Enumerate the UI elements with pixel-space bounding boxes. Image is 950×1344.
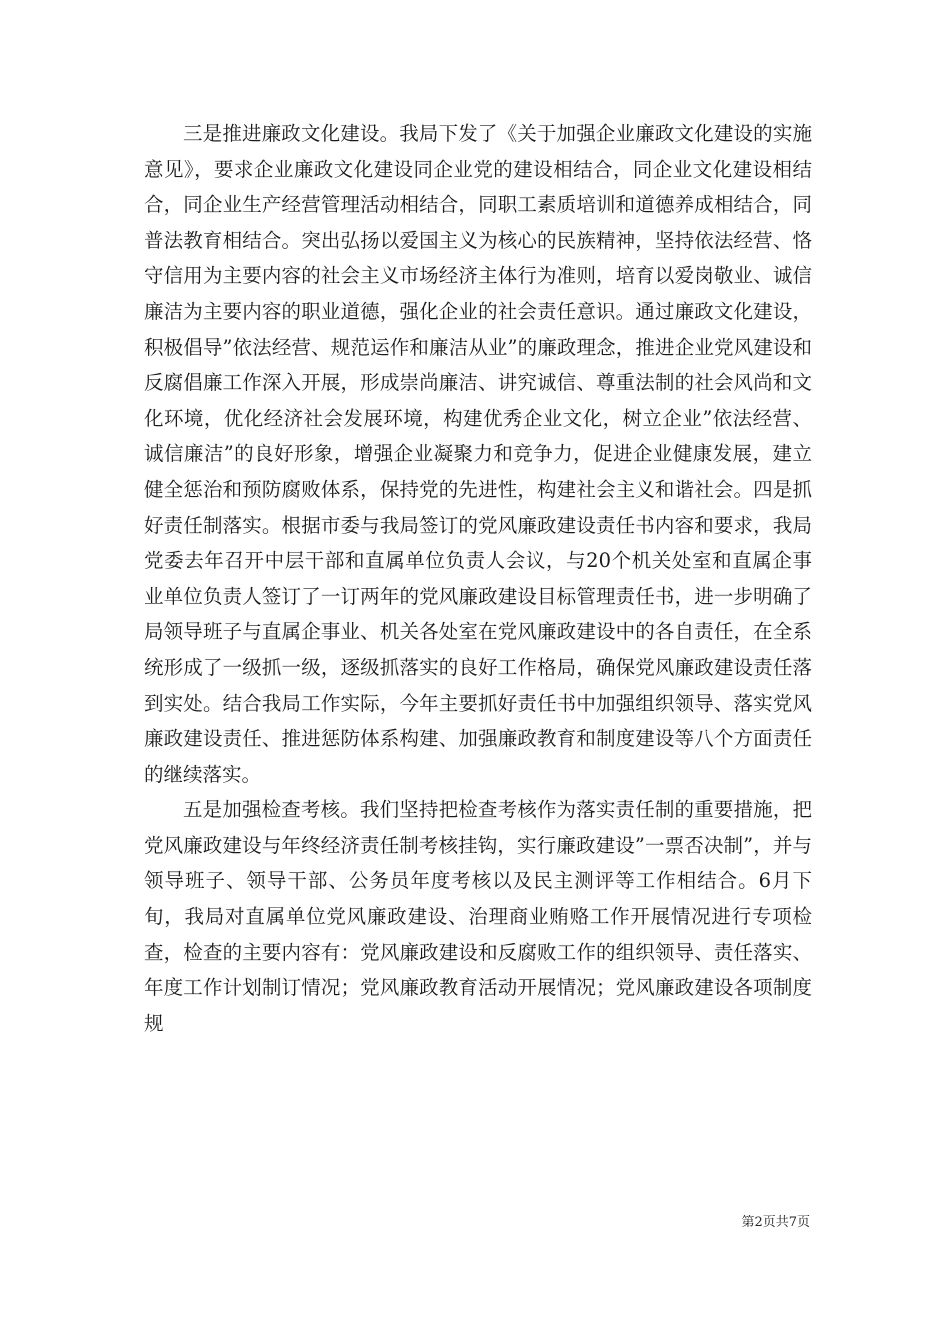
paragraph-1: 三是推进廉政文化建设。我局下发了《关于加强企业廉政文化建设的实施意见》，要求企业廉政文化建设同企业党的建设相结合，同企业文化建设相结合，同企业生产经营管理活动相结合，同职工素质培训和道德养成相结合，同普法教育相结合。突出弘扬以爱国主义为核心的民族精神，坚持依法经营、恪守信用为主要内容的社会主义市场经济主体行为准则，培育以爱岗敬业、诚信廉洁为主要内容的职业道德，强化企业的社会责任意识。通过廉政文化建设，积极倡导”依法经营、规范运作和廉洁从业”的廉政理念，推进企业党风建设和反腐倡廉工作深入开展，形成崇尚廉洁、讲究诚信、尊重法制的社会风尚和文化环境，优化经济社会发展环境，构建优秀企业文化，树立企业”依法经营、诚信廉洁”的良好形象，增强企业凝聚力和竞争力，促进企业健康发展，建立健全惩治和预防腐败体系，保持党的先进性，构建社会主义和谐社会。四是抓好责任制落实。根据市委与我局签订的党风廉政建设责任书内容和要求，我局党委去年召开中层干部和直属单位负责人会议，与20个机关处室和直属企事业单位负责人签订了一订两年的党风廉政建设目标管理责任书，进一步明确了局领导班子与直属企事业、机关各处室在党风廉政建设中的各自责任，在全系统形成了一级抓一级，逐级抓落实的良好工作格局，确保党风廉政建设责任落到实处。结合我局工作实际，今年主要抓好责任书中加强组织领导、落实党风廉政建设责任、推进惩防体系构建、加强廉政教育和制度建设等八个方面责任的继续落实。 <box>144 122 812 786</box>
document-body <box>144 116 812 1041</box>
page-number: 第2页共7页 <box>741 1215 810 1230</box>
paragraph-2: 五是加强检查考核。我们坚持把检查考核作为落实责任制的重要措施，把党风廉政建设与年终经济责任制考核挂钩，实行廉政建设”一票否决制”，并与领导班子、领导干部、公务员年度考核以及民主测评等工作相结合。6月下旬，我局对直属单位党风廉政建设、治理商业贿赂工作开展情况进行专项检查，检查的主要内容有：党风廉政建设和反腐败工作的组织领导、责任落实、年度工作计划制订情况；党风廉政教育活动开展情况；党风廉政建设各项制度规 <box>144 798 812 1035</box>
